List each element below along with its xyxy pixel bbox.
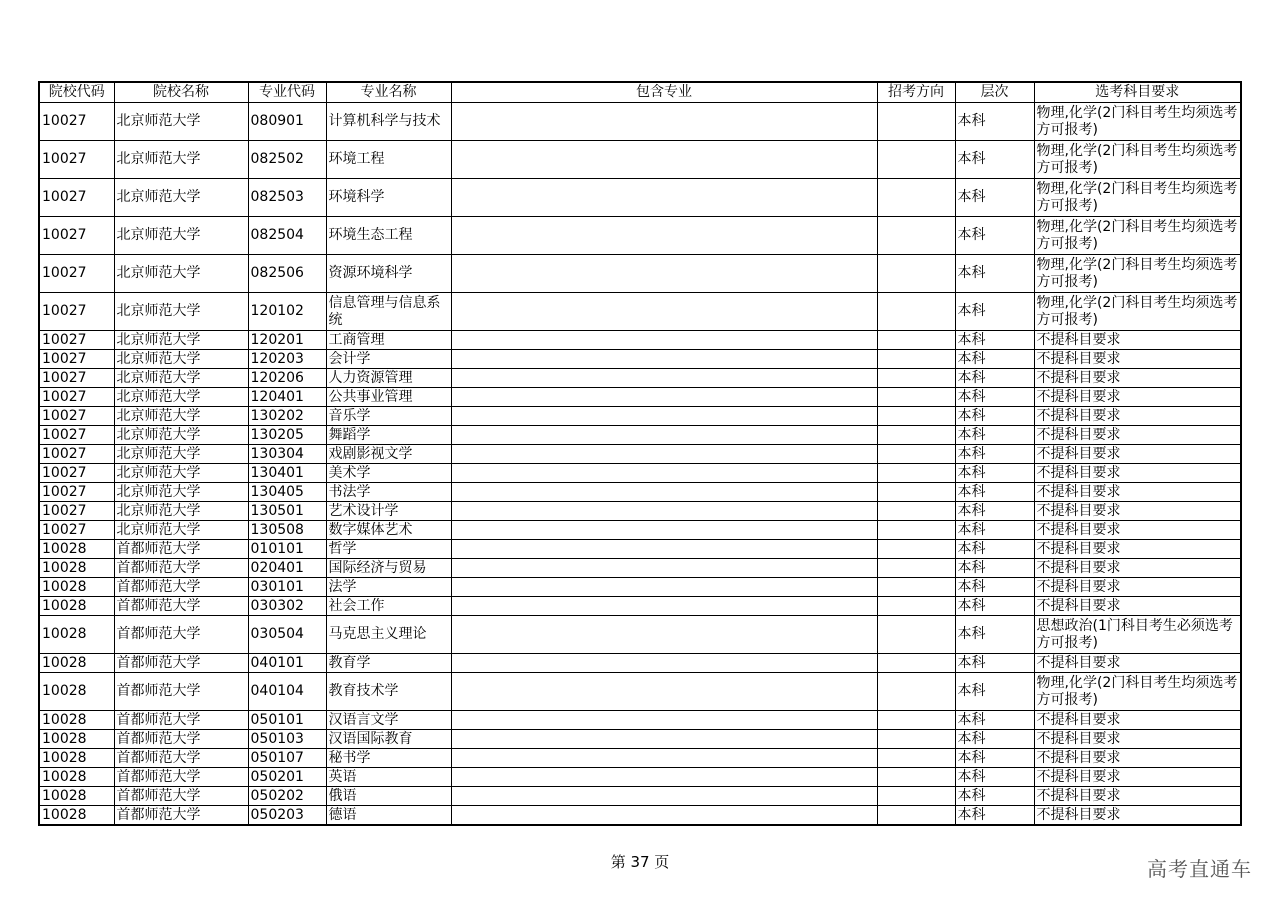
cell-school-name: 北京师范大学 bbox=[114, 388, 248, 407]
cell-included-majors bbox=[451, 654, 877, 673]
header-level: 层次 bbox=[955, 82, 1034, 103]
cell-major-name: 人力资源管理 bbox=[326, 369, 451, 388]
cell-direction bbox=[877, 483, 955, 502]
cell-major-code: 030504 bbox=[248, 616, 326, 654]
cell-school-code: 10027 bbox=[39, 255, 114, 293]
cell-subject-requirement: 物理,化学(2门科目考生均须选考方可报考) bbox=[1034, 293, 1241, 331]
cell-major-name: 艺术设计学 bbox=[326, 502, 451, 521]
cell-school-code: 10028 bbox=[39, 559, 114, 578]
cell-school-name: 首都师范大学 bbox=[114, 768, 248, 787]
cell-level: 本科 bbox=[955, 141, 1034, 179]
cell-major-code: 082504 bbox=[248, 217, 326, 255]
cell-level: 本科 bbox=[955, 369, 1034, 388]
cell-major-name: 会计学 bbox=[326, 350, 451, 369]
cell-subject-requirement: 不提科目要求 bbox=[1034, 407, 1241, 426]
watermark: 高考直通车 bbox=[1147, 857, 1252, 881]
table-body bbox=[39, 103, 1241, 826]
cell-subject-requirement: 不提科目要求 bbox=[1034, 369, 1241, 388]
cell-included-majors bbox=[451, 369, 877, 388]
cell-direction bbox=[877, 787, 955, 806]
cell-subject-requirement: 不提科目要求 bbox=[1034, 654, 1241, 673]
cell-included-majors bbox=[451, 103, 877, 141]
cell-major-code: 120201 bbox=[248, 331, 326, 350]
cell-included-majors bbox=[451, 768, 877, 787]
cell-school-name: 北京师范大学 bbox=[114, 521, 248, 540]
cell-direction bbox=[877, 540, 955, 559]
cell-major-code: 050101 bbox=[248, 711, 326, 730]
table-row bbox=[39, 711, 1241, 730]
table-row bbox=[39, 407, 1241, 426]
cell-major-code: 130205 bbox=[248, 426, 326, 445]
cell-level: 本科 bbox=[955, 578, 1034, 597]
cell-subject-requirement: 不提科目要求 bbox=[1034, 350, 1241, 369]
cell-school-name: 首都师范大学 bbox=[114, 673, 248, 711]
cell-school-name: 北京师范大学 bbox=[114, 255, 248, 293]
cell-school-name: 北京师范大学 bbox=[114, 141, 248, 179]
cell-school-code: 10027 bbox=[39, 331, 114, 350]
cell-level: 本科 bbox=[955, 711, 1034, 730]
table-row bbox=[39, 616, 1241, 654]
cell-subject-requirement: 物理,化学(2门科目考生均须选考方可报考) bbox=[1034, 141, 1241, 179]
cell-major-name: 教育技术学 bbox=[326, 673, 451, 711]
cell-subject-requirement: 不提科目要求 bbox=[1034, 445, 1241, 464]
cell-included-majors bbox=[451, 711, 877, 730]
cell-level: 本科 bbox=[955, 103, 1034, 141]
cell-major-name: 资源环境科学 bbox=[326, 255, 451, 293]
cell-school-code: 10027 bbox=[39, 483, 114, 502]
cell-school-name: 北京师范大学 bbox=[114, 293, 248, 331]
cell-subject-requirement: 不提科目要求 bbox=[1034, 730, 1241, 749]
cell-school-code: 10028 bbox=[39, 597, 114, 616]
cell-level: 本科 bbox=[955, 388, 1034, 407]
cell-school-code: 10027 bbox=[39, 141, 114, 179]
cell-major-code: 030302 bbox=[248, 597, 326, 616]
cell-level: 本科 bbox=[955, 673, 1034, 711]
cell-subject-requirement: 不提科目要求 bbox=[1034, 464, 1241, 483]
cell-major-code: 130508 bbox=[248, 521, 326, 540]
cell-level: 本科 bbox=[955, 179, 1034, 217]
cell-direction bbox=[877, 217, 955, 255]
cell-major-code: 130501 bbox=[248, 502, 326, 521]
table-row bbox=[39, 103, 1241, 141]
cell-included-majors bbox=[451, 806, 877, 826]
cell-level: 本科 bbox=[955, 350, 1034, 369]
table-row bbox=[39, 559, 1241, 578]
cell-subject-requirement: 不提科目要求 bbox=[1034, 806, 1241, 826]
cell-level: 本科 bbox=[955, 502, 1034, 521]
cell-included-majors bbox=[451, 388, 877, 407]
cell-school-name: 北京师范大学 bbox=[114, 445, 248, 464]
cell-direction bbox=[877, 730, 955, 749]
cell-included-majors bbox=[451, 179, 877, 217]
cell-direction bbox=[877, 806, 955, 826]
cell-school-name: 北京师范大学 bbox=[114, 331, 248, 350]
cell-school-code: 10027 bbox=[39, 217, 114, 255]
cell-school-code: 10028 bbox=[39, 540, 114, 559]
cell-included-majors bbox=[451, 255, 877, 293]
cell-major-name: 书法学 bbox=[326, 483, 451, 502]
cell-major-name: 信息管理与信息系统 bbox=[326, 293, 451, 331]
cell-school-name: 北京师范大学 bbox=[114, 103, 248, 141]
cell-included-majors bbox=[451, 217, 877, 255]
table-row bbox=[39, 388, 1241, 407]
cell-major-name: 汉语国际教育 bbox=[326, 730, 451, 749]
cell-direction bbox=[877, 559, 955, 578]
cell-subject-requirement: 不提科目要求 bbox=[1034, 597, 1241, 616]
cell-direction bbox=[877, 255, 955, 293]
cell-subject-requirement: 不提科目要求 bbox=[1034, 483, 1241, 502]
cell-level: 本科 bbox=[955, 217, 1034, 255]
cell-major-name: 国际经济与贸易 bbox=[326, 559, 451, 578]
table-row bbox=[39, 217, 1241, 255]
cell-included-majors bbox=[451, 559, 877, 578]
cell-included-majors bbox=[451, 407, 877, 426]
cell-subject-requirement: 不提科目要求 bbox=[1034, 787, 1241, 806]
table-row bbox=[39, 426, 1241, 445]
page-number: 第 37 页 bbox=[610, 853, 670, 871]
table-row bbox=[39, 445, 1241, 464]
cell-included-majors bbox=[451, 597, 877, 616]
cell-major-code: 082503 bbox=[248, 179, 326, 217]
cell-direction bbox=[877, 711, 955, 730]
table-row bbox=[39, 597, 1241, 616]
cell-direction bbox=[877, 388, 955, 407]
cell-included-majors bbox=[451, 540, 877, 559]
cell-major-code: 120102 bbox=[248, 293, 326, 331]
cell-school-code: 10027 bbox=[39, 407, 114, 426]
cell-major-code: 130202 bbox=[248, 407, 326, 426]
cell-major-name: 法学 bbox=[326, 578, 451, 597]
cell-major-name: 数字媒体艺术 bbox=[326, 521, 451, 540]
cell-level: 本科 bbox=[955, 407, 1034, 426]
cell-level: 本科 bbox=[955, 559, 1034, 578]
cell-direction bbox=[877, 616, 955, 654]
cell-direction bbox=[877, 103, 955, 141]
cell-included-majors bbox=[451, 730, 877, 749]
cell-major-code: 050202 bbox=[248, 787, 326, 806]
cell-level: 本科 bbox=[955, 255, 1034, 293]
cell-school-code: 10027 bbox=[39, 179, 114, 217]
table-row bbox=[39, 255, 1241, 293]
cell-major-code: 030101 bbox=[248, 578, 326, 597]
cell-major-code: 120401 bbox=[248, 388, 326, 407]
cell-major-name: 教育学 bbox=[326, 654, 451, 673]
cell-school-code: 10027 bbox=[39, 350, 114, 369]
cell-major-code: 040104 bbox=[248, 673, 326, 711]
cell-school-code: 10028 bbox=[39, 730, 114, 749]
cell-direction bbox=[877, 445, 955, 464]
cell-school-code: 10027 bbox=[39, 464, 114, 483]
cell-major-name: 德语 bbox=[326, 806, 451, 826]
cell-school-code: 10028 bbox=[39, 654, 114, 673]
table-row bbox=[39, 540, 1241, 559]
cell-included-majors bbox=[451, 521, 877, 540]
cell-direction bbox=[877, 502, 955, 521]
cell-direction bbox=[877, 369, 955, 388]
cell-school-name: 首都师范大学 bbox=[114, 578, 248, 597]
table-row bbox=[39, 331, 1241, 350]
cell-major-code: 050201 bbox=[248, 768, 326, 787]
table-row bbox=[39, 293, 1241, 331]
cell-major-name: 马克思主义理论 bbox=[326, 616, 451, 654]
cell-subject-requirement: 物理,化学(2门科目考生均须选考方可报考) bbox=[1034, 217, 1241, 255]
cell-major-code: 120203 bbox=[248, 350, 326, 369]
cell-subject-requirement: 不提科目要求 bbox=[1034, 426, 1241, 445]
cell-direction bbox=[877, 350, 955, 369]
cell-school-code: 10027 bbox=[39, 293, 114, 331]
cell-subject-requirement: 物理,化学(2门科目考生均须选考方可报考) bbox=[1034, 179, 1241, 217]
cell-subject-requirement: 不提科目要求 bbox=[1034, 331, 1241, 350]
cell-school-name: 北京师范大学 bbox=[114, 179, 248, 217]
cell-included-majors bbox=[451, 293, 877, 331]
table-row bbox=[39, 768, 1241, 787]
cell-school-code: 10028 bbox=[39, 749, 114, 768]
cell-subject-requirement: 思想政治(1门科目考生必须选考方可报考) bbox=[1034, 616, 1241, 654]
cell-school-name: 北京师范大学 bbox=[114, 369, 248, 388]
cell-school-name: 首都师范大学 bbox=[114, 806, 248, 826]
cell-major-code: 120206 bbox=[248, 369, 326, 388]
cell-level: 本科 bbox=[955, 787, 1034, 806]
table-row bbox=[39, 179, 1241, 217]
cell-included-majors bbox=[451, 350, 877, 369]
cell-included-majors bbox=[451, 787, 877, 806]
cell-subject-requirement: 不提科目要求 bbox=[1034, 578, 1241, 597]
header-direction: 招考方向 bbox=[877, 82, 955, 103]
cell-direction bbox=[877, 654, 955, 673]
cell-major-code: 130304 bbox=[248, 445, 326, 464]
cell-level: 本科 bbox=[955, 445, 1034, 464]
cell-school-code: 10027 bbox=[39, 426, 114, 445]
cell-major-name: 音乐学 bbox=[326, 407, 451, 426]
cell-school-code: 10027 bbox=[39, 502, 114, 521]
cell-major-code: 130401 bbox=[248, 464, 326, 483]
cell-included-majors bbox=[451, 673, 877, 711]
cell-subject-requirement: 不提科目要求 bbox=[1034, 521, 1241, 540]
cell-school-name: 首都师范大学 bbox=[114, 616, 248, 654]
cell-included-majors bbox=[451, 464, 877, 483]
table-row bbox=[39, 464, 1241, 483]
cell-school-code: 10028 bbox=[39, 673, 114, 711]
cell-subject-requirement: 不提科目要求 bbox=[1034, 502, 1241, 521]
cell-direction bbox=[877, 426, 955, 445]
header-included-majors: 包含专业 bbox=[451, 82, 877, 103]
cell-school-code: 10028 bbox=[39, 616, 114, 654]
cell-major-name: 哲学 bbox=[326, 540, 451, 559]
cell-major-code: 130405 bbox=[248, 483, 326, 502]
cell-school-name: 首都师范大学 bbox=[114, 749, 248, 768]
cell-direction bbox=[877, 521, 955, 540]
cell-included-majors bbox=[451, 141, 877, 179]
cell-direction bbox=[877, 179, 955, 217]
cell-included-majors bbox=[451, 331, 877, 350]
cell-major-code: 082506 bbox=[248, 255, 326, 293]
cell-major-code: 020401 bbox=[248, 559, 326, 578]
table-row bbox=[39, 578, 1241, 597]
cell-school-name: 北京师范大学 bbox=[114, 502, 248, 521]
cell-major-code: 082502 bbox=[248, 141, 326, 179]
cell-school-name: 首都师范大学 bbox=[114, 787, 248, 806]
cell-major-name: 环境科学 bbox=[326, 179, 451, 217]
cell-subject-requirement: 物理,化学(2门科目考生均须选考方可报考) bbox=[1034, 255, 1241, 293]
cell-major-code: 010101 bbox=[248, 540, 326, 559]
table-row bbox=[39, 521, 1241, 540]
cell-major-name: 社会工作 bbox=[326, 597, 451, 616]
cell-major-name: 汉语言文学 bbox=[326, 711, 451, 730]
header-school-name: 院校名称 bbox=[114, 82, 248, 103]
cell-subject-requirement: 不提科目要求 bbox=[1034, 711, 1241, 730]
cell-subject-requirement: 不提科目要求 bbox=[1034, 540, 1241, 559]
cell-major-name: 工商管理 bbox=[326, 331, 451, 350]
cell-major-name: 英语 bbox=[326, 768, 451, 787]
cell-school-code: 10027 bbox=[39, 369, 114, 388]
cell-school-name: 北京师范大学 bbox=[114, 350, 248, 369]
cell-direction bbox=[877, 464, 955, 483]
cell-direction bbox=[877, 749, 955, 768]
cell-school-code: 10027 bbox=[39, 103, 114, 141]
cell-major-name: 舞蹈学 bbox=[326, 426, 451, 445]
cell-major-code: 050103 bbox=[248, 730, 326, 749]
cell-school-name: 北京师范大学 bbox=[114, 217, 248, 255]
cell-major-name: 俄语 bbox=[326, 787, 451, 806]
cell-included-majors bbox=[451, 578, 877, 597]
table-row bbox=[39, 806, 1241, 826]
cell-direction bbox=[877, 597, 955, 616]
cell-subject-requirement: 物理,化学(2门科目考生均须选考方可报考) bbox=[1034, 673, 1241, 711]
cell-level: 本科 bbox=[955, 616, 1034, 654]
cell-major-code: 050107 bbox=[248, 749, 326, 768]
cell-level: 本科 bbox=[955, 654, 1034, 673]
cell-direction bbox=[877, 673, 955, 711]
header-major-name: 专业名称 bbox=[326, 82, 451, 103]
cell-major-name: 戏剧影视文学 bbox=[326, 445, 451, 464]
cell-subject-requirement: 物理,化学(2门科目考生均须选考方可报考) bbox=[1034, 103, 1241, 141]
table-row bbox=[39, 673, 1241, 711]
cell-major-code: 050203 bbox=[248, 806, 326, 826]
cell-subject-requirement: 不提科目要求 bbox=[1034, 768, 1241, 787]
cell-school-code: 10028 bbox=[39, 578, 114, 597]
header-subject-requirement: 选考科目要求 bbox=[1034, 82, 1241, 103]
cell-direction bbox=[877, 141, 955, 179]
cell-level: 本科 bbox=[955, 426, 1034, 445]
table-row bbox=[39, 369, 1241, 388]
cell-school-code: 10028 bbox=[39, 806, 114, 826]
cell-level: 本科 bbox=[955, 597, 1034, 616]
table-row bbox=[39, 502, 1241, 521]
cell-major-name: 环境生态工程 bbox=[326, 217, 451, 255]
cell-direction bbox=[877, 407, 955, 426]
cell-school-code: 10028 bbox=[39, 787, 114, 806]
cell-included-majors bbox=[451, 502, 877, 521]
cell-school-name: 北京师范大学 bbox=[114, 407, 248, 426]
table-header-row bbox=[39, 82, 1241, 103]
cell-major-name: 秘书学 bbox=[326, 749, 451, 768]
admission-table bbox=[38, 81, 1242, 826]
cell-major-name: 公共事业管理 bbox=[326, 388, 451, 407]
cell-school-code: 10028 bbox=[39, 768, 114, 787]
cell-included-majors bbox=[451, 749, 877, 768]
cell-school-code: 10027 bbox=[39, 521, 114, 540]
cell-included-majors bbox=[451, 616, 877, 654]
cell-level: 本科 bbox=[955, 806, 1034, 826]
table-row bbox=[39, 483, 1241, 502]
cell-level: 本科 bbox=[955, 768, 1034, 787]
cell-school-name: 北京师范大学 bbox=[114, 426, 248, 445]
cell-school-code: 10027 bbox=[39, 388, 114, 407]
cell-level: 本科 bbox=[955, 483, 1034, 502]
cell-level: 本科 bbox=[955, 331, 1034, 350]
cell-direction bbox=[877, 293, 955, 331]
cell-school-name: 首都师范大学 bbox=[114, 597, 248, 616]
cell-school-name: 首都师范大学 bbox=[114, 730, 248, 749]
table-row bbox=[39, 730, 1241, 749]
cell-school-name: 北京师范大学 bbox=[114, 464, 248, 483]
cell-level: 本科 bbox=[955, 293, 1034, 331]
cell-direction bbox=[877, 331, 955, 350]
cell-included-majors bbox=[451, 426, 877, 445]
header-school-code: 院校代码 bbox=[39, 82, 114, 103]
cell-school-code: 10027 bbox=[39, 445, 114, 464]
cell-level: 本科 bbox=[955, 730, 1034, 749]
cell-major-name: 计算机科学与技术 bbox=[326, 103, 451, 141]
cell-direction bbox=[877, 578, 955, 597]
cell-school-name: 首都师范大学 bbox=[114, 540, 248, 559]
cell-level: 本科 bbox=[955, 464, 1034, 483]
table-row bbox=[39, 787, 1241, 806]
cell-level: 本科 bbox=[955, 749, 1034, 768]
header-major-code: 专业代码 bbox=[248, 82, 326, 103]
cell-school-name: 首都师范大学 bbox=[114, 711, 248, 730]
cell-level: 本科 bbox=[955, 521, 1034, 540]
cell-major-code: 080901 bbox=[248, 103, 326, 141]
cell-school-name: 首都师范大学 bbox=[114, 559, 248, 578]
cell-school-name: 北京师范大学 bbox=[114, 483, 248, 502]
table-row bbox=[39, 141, 1241, 179]
cell-subject-requirement: 不提科目要求 bbox=[1034, 388, 1241, 407]
cell-major-code: 040101 bbox=[248, 654, 326, 673]
cell-direction bbox=[877, 768, 955, 787]
cell-subject-requirement: 不提科目要求 bbox=[1034, 749, 1241, 768]
cell-included-majors bbox=[451, 445, 877, 464]
cell-major-name: 美术学 bbox=[326, 464, 451, 483]
cell-school-code: 10028 bbox=[39, 711, 114, 730]
cell-level: 本科 bbox=[955, 540, 1034, 559]
cell-subject-requirement: 不提科目要求 bbox=[1034, 559, 1241, 578]
table-row bbox=[39, 350, 1241, 369]
cell-major-name: 环境工程 bbox=[326, 141, 451, 179]
table-row bbox=[39, 749, 1241, 768]
table-row bbox=[39, 654, 1241, 673]
cell-school-name: 首都师范大学 bbox=[114, 654, 248, 673]
cell-included-majors bbox=[451, 483, 877, 502]
